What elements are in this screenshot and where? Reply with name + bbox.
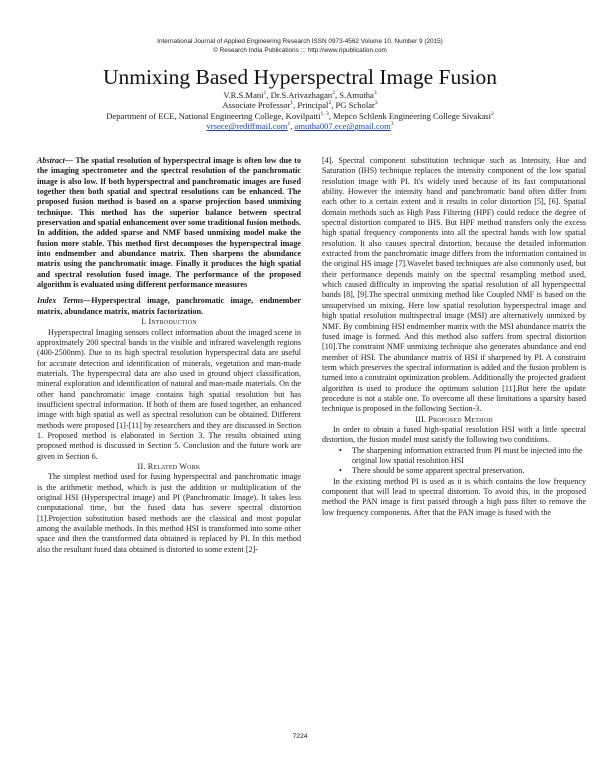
section-heading-proposed-method: III. Proposed Method	[415, 414, 493, 424]
author-name: S.Amutha	[339, 90, 374, 100]
paper-title: Unmixing Based Hyperspectral Image Fusion	[102, 65, 498, 89]
journal-citation: International Journal of Applied Engineering Research ISSN 0973-4562 Volume 10, Number 9 (2015)	[157, 38, 443, 45]
related-work-paragraph: The simplest method used for fusing hyperspectral and panchromatic image is the arithmetic method, which is just the addition or multiplication of the original HSI (Hyperspectral image) and PI (Panchromatic Image). It takes less computational time, but the fused data has severe spectral distortion [1].Projection substitution based methods are the classical and most popular among the available methods. In this method HSI is transformed into some other space and then the transformed data obtained is replaced by PI. In this method also the resultant fused data obtained is distorted to some extent [2]-	[37, 472, 301, 554]
author-roles: Associate Professor$^1$, Principal$^2$, PG Scholar$^3$	[222, 100, 378, 111]
email-link[interactable]: vrsece@rediffmail.com	[206, 121, 288, 132]
right-column	[322, 156, 586, 518]
section-heading-introduction: I. Introduction	[141, 317, 197, 327]
bullet-icon: •	[339, 445, 342, 455]
proposed-method-paragraph: In the existing method PI is used as it is which contains the low frequency component that will lead to spectral distortion. To avoid this, in the proposed method the PAN image is first passed through a high pass filter to remove the low frequency components. After that the PAN image is fused with the	[322, 476, 586, 517]
author-line: V.R.S.Mani$^1$, Dr.S.Arivazhagan$^2$, S.Amutha$^3$	[223, 90, 377, 100]
author-emails: vrsece@rediffmail.com$^1$, amutha007.ece@gmail.com$^3$	[206, 121, 394, 132]
author-affiliations: Department of ECE, National Engineering College, Kovilpatti$^{1, 3}$, Mepco Schlenk Engineering College Sivakasi$^2$	[106, 110, 494, 121]
proposed-method-intro: In order to obtain a fused high-spatial resolution HSI with a little spectral distortion, the fusion model must satisfy the following two conditions.	[322, 424, 586, 445]
page-number: 7224	[292, 733, 308, 740]
left-column	[37, 156, 301, 555]
introduction-paragraph: Hyperspectral Imaging sensors collect information about the imaged scene in approximately 200 spectral bands in the visible and infrared wavelength regions (400-2500nm). Due to its high spectral resolution hyperspectral data are useful for accurate detection and identification of minerals, vegetation and man-made materials. The hyperspectral data are also used in ground object classification, mineral exploration and identification of natural and man-made materials. On the other hand panchromatic image contains high spatial resolution but has insufficient spectral information. If both of them are fused together, an enhanced image with high spatial as well as spectral resolution can be obtained. Different methods were proposed [1]-[11] by researchers and they are discussed in Section 1. Proposed method is elaborated in Section 3. The results obtained using proposed method is discussed in Section 5. Conclusion and the future work are given in Section 6.	[37, 327, 301, 461]
section-heading-related-work: II. Related Work	[137, 461, 201, 471]
bullet-icon: •	[339, 466, 342, 476]
list-item: • The sharpening information extracted from PI must be injected into the original low spatial resolution HSI	[339, 445, 583, 465]
abstract: Abstract— The spatial resolution of hyperspectral image is often low due to the imaging spectrometer and the spectral resolution of the panchromatic image is also low. If both hyperspectral and panchromatic images are fused together then both spatial and spectral resolutions can be enhanced. The proposed fusion method is based on a sparse projection based unmixing technique. This method has the superior balance between spectral preservation and spatial enhancement over some traditional fusion methods. In addition, the added sparse and NMF based unmixing model make the fusion more stable. This method first decomposes the hyperspectral image into endmember and abundance matrix. Then sharpens the abundance matrix using the panchromatic image. Finally it produces the high spatial and spectral resolution fused image. The performance of the proposed algorithm is evaluated using different performance measures	[37, 156, 301, 290]
author-name: Dr.S.Arivazhagan	[270, 90, 333, 100]
list-item: • There should be some apparent spectral preservation.	[339, 466, 525, 476]
copyright-line: © Research India Publications ::: http://www.ripublication.com	[213, 46, 387, 54]
author-block	[0, 90, 600, 132]
condition-list	[322, 446, 586, 477]
journal-header	[0, 38, 600, 55]
email-link[interactable]: amutha007.ece@gmail.com	[294, 121, 391, 132]
related-work-continued: [4]. Spectral component substitution technique such as Intensity, Hue and Saturation (IHS) technique replaces the intensity component of the low spatial resolution image with PI. It's widely used because of its fast computational ability. However the intensity band and panchromatic band often differ from each other to a certain extent and it results in color distortion [5], [6]. Spatial domain methods such as High Pass Filtering (HPF) could reduce the degree of spectral distortion compared to IHS. But HPF method transfers only the excess high spatial frequency components into all the spectral bands with low spatial resolution. It also causes spectral distortion, because the detailed information extracted from the panchromatic image differs from the information contained in the original HS image [7].Wavelet based techniques are also commonly used, but their performance depends mainly on the spectral resampling method used, which caused difficulty in improving the spatial resolution of all hyperspectral bands [8], [9].The spectral unmixing method like Coupled NMF is based on the unsupervised un mixing. Here low spatial resolution hyperspectral image and high spatial resolution multispectral image (MSI) are alternatively unmixed by NMF. By combining HSI endmember matrix with the MSI abundance matrix the fused image is formed. And this method also suffers from spectral distortion [10].The constraint NMF unmixing technique also generates abundance and end member of HSI. The abundance matrix of HSI if sharpened by PI. A constraint term which preserves the spectral information is added and the fusion problem is turned into a constraint optimization problem. Additionally the projected gradient algorithm is used to produce the optimum solution [11].But here the update procedure is not a stable one. To overcome all these limitations a sparsity based technique is proposed in the following Section-3.	[322, 156, 586, 414]
author-name: V.R.S.Mani	[223, 90, 264, 100]
index-terms: Index Terms—Hyperspectral image, panchromatic image, endmember matrix, abundance matrix, matrix factorization.	[37, 296, 302, 316]
